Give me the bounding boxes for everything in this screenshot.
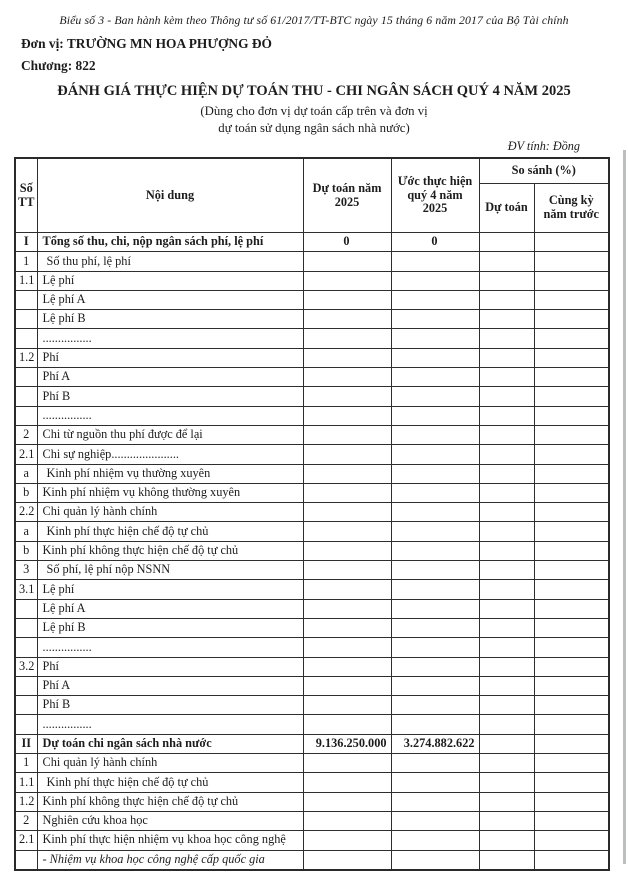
table-row xyxy=(15,773,609,792)
row-label-cell: ................ xyxy=(37,406,303,425)
so-sanh-du-toan-cell xyxy=(479,541,534,560)
so-sanh-du-toan-cell xyxy=(479,233,534,252)
du-toan-value-cell xyxy=(303,406,391,425)
col-header-so-sanh-cung-ky: Cùng kỳ năm trước xyxy=(534,184,609,233)
row-number-cell xyxy=(15,696,37,715)
so-sanh-cung-ky-cell xyxy=(534,638,609,657)
du-toan-value-cell xyxy=(303,464,391,483)
table-row xyxy=(15,580,609,599)
so-sanh-cung-ky-cell xyxy=(534,580,609,599)
table-row xyxy=(15,599,609,618)
du-toan-value-cell xyxy=(303,792,391,811)
table-row xyxy=(15,425,609,444)
uoc-thuc-hien-value-cell xyxy=(391,792,479,811)
du-toan-value-cell xyxy=(303,754,391,773)
so-sanh-cung-ky-cell xyxy=(534,368,609,387)
du-toan-value-cell xyxy=(303,811,391,830)
row-label-cell: Chi sự nghiệp...................... xyxy=(37,445,303,464)
row-label-cell: Số thu phí, lệ phí xyxy=(37,252,303,271)
page-title: ĐÁNH GIÁ THỰC HIỆN DỰ TOÁN THU - CHI NGÂN SÁCH QUÝ 4 NĂM 2025 xyxy=(57,83,571,99)
du-toan-value-cell xyxy=(303,618,391,637)
table-row xyxy=(15,329,609,348)
row-number-cell: b xyxy=(15,541,37,560)
uoc-thuc-hien-value-cell xyxy=(391,483,479,502)
row-label-cell: Lệ phí xyxy=(37,580,303,599)
row-label-cell: Kinh phí không thực hiện chế độ tự chủ xyxy=(37,541,303,560)
du-toan-value-cell xyxy=(303,580,391,599)
row-label-cell: Kinh phí thực hiện chế độ tự chủ xyxy=(37,522,303,541)
row-label-cell: Chi quản lý hành chính xyxy=(37,754,303,773)
row-label-cell: ................ xyxy=(37,715,303,734)
row-number-cell: 1 xyxy=(15,754,37,773)
uoc-thuc-hien-value-cell xyxy=(391,773,479,792)
row-number-cell: 2 xyxy=(15,811,37,830)
row-number-cell xyxy=(15,638,37,657)
so-sanh-cung-ky-cell xyxy=(534,271,609,290)
du-toan-value-cell xyxy=(303,676,391,695)
uoc-thuc-hien-value-cell xyxy=(391,754,479,773)
row-number-cell: 2.1 xyxy=(15,831,37,850)
table-row xyxy=(15,541,609,560)
row-label-cell: - Nhiệm vụ khoa học công nghệ cấp quốc gia xyxy=(37,850,303,870)
du-toan-value-cell xyxy=(303,445,391,464)
uoc-thuc-hien-value-cell xyxy=(391,580,479,599)
uoc-thuc-hien-value-cell xyxy=(391,561,479,580)
row-label-cell: Lệ phí xyxy=(37,271,303,290)
so-sanh-cung-ky-cell xyxy=(534,406,609,425)
table-row xyxy=(15,696,609,715)
so-sanh-du-toan-cell xyxy=(479,387,534,406)
row-label-cell: Lệ phí A xyxy=(37,599,303,618)
row-label-cell: Kinh phí nhiệm vụ thường xuyên xyxy=(37,464,303,483)
du-toan-value-cell xyxy=(303,310,391,329)
row-label-cell: Phí B xyxy=(37,696,303,715)
row-number-cell xyxy=(15,850,37,870)
uoc-thuc-hien-value-cell xyxy=(391,696,479,715)
budget-table xyxy=(14,157,610,871)
subtitle-line-2: dự toán sử dụng ngân sách nhà nước) xyxy=(218,121,410,135)
du-toan-value-cell xyxy=(303,348,391,367)
so-sanh-du-toan-cell xyxy=(479,348,534,367)
table-row xyxy=(15,464,609,483)
row-label-cell: Phí A xyxy=(37,676,303,695)
uoc-thuc-hien-value-cell xyxy=(391,715,479,734)
so-sanh-du-toan-cell xyxy=(479,618,534,637)
du-toan-value-cell xyxy=(303,503,391,522)
row-number-cell xyxy=(15,676,37,695)
row-number-cell: a xyxy=(15,522,37,541)
so-sanh-du-toan-cell xyxy=(479,483,534,502)
col-header-uoc-thuc-hien: Ước thực hiện quý 4 năm 2025 xyxy=(391,158,479,233)
row-label-cell: Số phí, lệ phí nộp NSNN xyxy=(37,561,303,580)
row-number-cell xyxy=(15,387,37,406)
row-label-cell: Kinh phí thực hiện nhiệm vụ khoa học công nghệ xyxy=(37,831,303,850)
row-label-cell: Phí B xyxy=(37,387,303,406)
so-sanh-du-toan-cell xyxy=(479,503,534,522)
table-row xyxy=(15,503,609,522)
row-label-cell: Chi quản lý hành chính xyxy=(37,503,303,522)
row-number-cell xyxy=(15,290,37,309)
row-label-cell: Kinh phí thực hiện chế độ tự chủ xyxy=(37,773,303,792)
so-sanh-du-toan-cell xyxy=(479,464,534,483)
uoc-thuc-hien-value-cell xyxy=(391,850,479,870)
table-row xyxy=(15,387,609,406)
so-sanh-du-toan-cell xyxy=(479,271,534,290)
row-label-cell: Lệ phí B xyxy=(37,310,303,329)
so-sanh-du-toan-cell xyxy=(479,406,534,425)
table-row xyxy=(15,734,609,753)
col-header-so-sanh: So sánh (%) xyxy=(479,158,609,184)
row-number-cell: 2 xyxy=(15,425,37,444)
row-number-cell: 1.2 xyxy=(15,792,37,811)
uoc-thuc-hien-value-cell: 3.274.882.622 xyxy=(391,734,479,753)
so-sanh-cung-ky-cell xyxy=(534,445,609,464)
row-label-cell: Phí xyxy=(37,348,303,367)
table-row xyxy=(15,754,609,773)
so-sanh-du-toan-cell xyxy=(479,329,534,348)
row-label-cell: Lệ phí B xyxy=(37,618,303,637)
du-toan-value-cell xyxy=(303,329,391,348)
row-label-cell: Lệ phí A xyxy=(37,290,303,309)
row-number-cell: 2.1 xyxy=(15,445,37,464)
uoc-thuc-hien-value-cell xyxy=(391,425,479,444)
so-sanh-du-toan-cell xyxy=(479,773,534,792)
row-number-cell: 1.2 xyxy=(15,348,37,367)
so-sanh-du-toan-cell xyxy=(479,310,534,329)
uoc-thuc-hien-value-cell xyxy=(391,503,479,522)
table-row xyxy=(15,522,609,541)
so-sanh-cung-ky-cell xyxy=(534,503,609,522)
so-sanh-cung-ky-cell xyxy=(534,561,609,580)
uoc-thuc-hien-value-cell: 0 xyxy=(391,233,479,252)
so-sanh-cung-ky-cell xyxy=(534,811,609,830)
table-body xyxy=(15,233,609,870)
currency-unit-note: ĐV tính: Đồng xyxy=(507,139,580,153)
so-sanh-cung-ky-cell xyxy=(534,348,609,367)
so-sanh-cung-ky-cell xyxy=(534,425,609,444)
so-sanh-du-toan-cell xyxy=(479,754,534,773)
row-number-cell: 3.1 xyxy=(15,580,37,599)
so-sanh-du-toan-cell xyxy=(479,638,534,657)
table-row xyxy=(15,252,609,271)
uoc-thuc-hien-value-cell xyxy=(391,811,479,830)
table-row xyxy=(15,290,609,309)
so-sanh-cung-ky-cell xyxy=(534,329,609,348)
so-sanh-du-toan-cell xyxy=(479,368,534,387)
scan-edge-artifact xyxy=(623,150,626,864)
so-sanh-cung-ky-cell xyxy=(534,734,609,753)
row-number-cell: 2.2 xyxy=(15,503,37,522)
row-label-cell: Dự toán chi ngân sách nhà nước xyxy=(37,734,303,753)
row-number-cell: I xyxy=(15,233,37,252)
du-toan-value-cell xyxy=(303,387,391,406)
row-label-cell: Chi từ nguồn thu phí được để lại xyxy=(37,425,303,444)
table-row xyxy=(15,406,609,425)
col-header-noi-dung: Nội dung xyxy=(37,158,303,233)
uoc-thuc-hien-value-cell xyxy=(391,831,479,850)
row-number-cell xyxy=(15,329,37,348)
du-toan-value-cell xyxy=(303,696,391,715)
so-sanh-du-toan-cell xyxy=(479,734,534,753)
du-toan-value-cell xyxy=(303,773,391,792)
table-row xyxy=(15,715,609,734)
table-row xyxy=(15,310,609,329)
row-number-cell xyxy=(15,310,37,329)
du-toan-value-cell xyxy=(303,541,391,560)
so-sanh-du-toan-cell xyxy=(479,580,534,599)
so-sanh-cung-ky-cell xyxy=(534,792,609,811)
row-label-cell: Kinh phí nhiệm vụ không thường xuyên xyxy=(37,483,303,502)
so-sanh-cung-ky-cell xyxy=(534,252,609,271)
so-sanh-du-toan-cell xyxy=(479,811,534,830)
uoc-thuc-hien-value-cell xyxy=(391,252,479,271)
so-sanh-du-toan-cell xyxy=(479,792,534,811)
table-row xyxy=(15,831,609,850)
du-toan-value-cell xyxy=(303,425,391,444)
row-number-cell: 3.2 xyxy=(15,657,37,676)
du-toan-value-cell xyxy=(303,522,391,541)
uoc-thuc-hien-value-cell xyxy=(391,464,479,483)
so-sanh-du-toan-cell xyxy=(479,425,534,444)
so-sanh-cung-ky-cell xyxy=(534,676,609,695)
table-row xyxy=(15,676,609,695)
row-number-cell xyxy=(15,599,37,618)
uoc-thuc-hien-value-cell xyxy=(391,618,479,637)
du-toan-value-cell xyxy=(303,850,391,870)
so-sanh-du-toan-cell xyxy=(479,252,534,271)
row-label-cell: Nghiên cứu khoa học xyxy=(37,811,303,830)
so-sanh-cung-ky-cell xyxy=(534,696,609,715)
table-row xyxy=(15,368,609,387)
row-label-cell: Phí xyxy=(37,657,303,676)
du-toan-value-cell xyxy=(303,657,391,676)
row-number-cell: 1.1 xyxy=(15,271,37,290)
uoc-thuc-hien-value-cell xyxy=(391,657,479,676)
so-sanh-cung-ky-cell xyxy=(534,657,609,676)
unit-name: Đơn vị: TRƯỜNG MN HOA PHƯỢNG ĐỎ xyxy=(21,36,272,51)
table-row xyxy=(15,445,609,464)
table-header xyxy=(15,158,609,233)
so-sanh-cung-ky-cell xyxy=(534,773,609,792)
table-row xyxy=(15,271,609,290)
du-toan-value-cell xyxy=(303,599,391,618)
so-sanh-cung-ky-cell xyxy=(534,754,609,773)
so-sanh-cung-ky-cell xyxy=(534,850,609,870)
table-row xyxy=(15,811,609,830)
du-toan-value-cell xyxy=(303,368,391,387)
table-row xyxy=(15,850,609,870)
du-toan-value-cell xyxy=(303,252,391,271)
table-row xyxy=(15,638,609,657)
uoc-thuc-hien-value-cell xyxy=(391,310,479,329)
row-number-cell: 1.1 xyxy=(15,773,37,792)
so-sanh-du-toan-cell xyxy=(479,676,534,695)
uoc-thuc-hien-value-cell xyxy=(391,676,479,695)
so-sanh-du-toan-cell xyxy=(479,522,534,541)
so-sanh-du-toan-cell xyxy=(479,599,534,618)
du-toan-value-cell xyxy=(303,271,391,290)
row-number-cell: II xyxy=(15,734,37,753)
so-sanh-du-toan-cell xyxy=(479,657,534,676)
so-sanh-cung-ky-cell xyxy=(534,831,609,850)
du-toan-value-cell xyxy=(303,290,391,309)
so-sanh-cung-ky-cell xyxy=(534,233,609,252)
row-number-cell xyxy=(15,368,37,387)
du-toan-value-cell xyxy=(303,831,391,850)
so-sanh-du-toan-cell xyxy=(479,290,534,309)
so-sanh-du-toan-cell xyxy=(479,715,534,734)
so-sanh-du-toan-cell xyxy=(479,696,534,715)
table-row xyxy=(15,657,609,676)
row-label-cell: Tổng số thu, chi, nộp ngân sách phí, lệ phí xyxy=(37,233,303,252)
row-number-cell xyxy=(15,618,37,637)
uoc-thuc-hien-value-cell xyxy=(391,329,479,348)
row-number-cell xyxy=(15,715,37,734)
col-header-du-toan-nam: Dự toán năm 2025 xyxy=(303,158,391,233)
so-sanh-cung-ky-cell xyxy=(534,290,609,309)
row-number-cell: a xyxy=(15,464,37,483)
so-sanh-cung-ky-cell xyxy=(534,464,609,483)
row-number-cell: b xyxy=(15,483,37,502)
uoc-thuc-hien-value-cell xyxy=(391,368,479,387)
table-row xyxy=(15,348,609,367)
so-sanh-cung-ky-cell xyxy=(534,310,609,329)
du-toan-value-cell: 9.136.250.000 xyxy=(303,734,391,753)
so-sanh-du-toan-cell xyxy=(479,445,534,464)
uoc-thuc-hien-value-cell xyxy=(391,445,479,464)
so-sanh-cung-ky-cell xyxy=(534,715,609,734)
so-sanh-du-toan-cell xyxy=(479,831,534,850)
row-number-cell: 1 xyxy=(15,252,37,271)
so-sanh-cung-ky-cell xyxy=(534,483,609,502)
du-toan-value-cell xyxy=(303,483,391,502)
table-row xyxy=(15,792,609,811)
col-header-stt: Số TT xyxy=(15,158,37,233)
row-label-cell: Kinh phí không thực hiện chế độ tự chủ xyxy=(37,792,303,811)
uoc-thuc-hien-value-cell xyxy=(391,599,479,618)
uoc-thuc-hien-value-cell xyxy=(391,290,479,309)
uoc-thuc-hien-value-cell xyxy=(391,348,479,367)
row-number-cell xyxy=(15,406,37,425)
du-toan-value-cell xyxy=(303,638,391,657)
chapter-number: Chương: 822 xyxy=(21,58,96,73)
du-toan-value-cell xyxy=(303,715,391,734)
uoc-thuc-hien-value-cell xyxy=(391,522,479,541)
table-row xyxy=(15,561,609,580)
uoc-thuc-hien-value-cell xyxy=(391,541,479,560)
table-row xyxy=(15,483,609,502)
uoc-thuc-hien-value-cell xyxy=(391,387,479,406)
row-number-cell: 3 xyxy=(15,561,37,580)
row-label-cell: Phí A xyxy=(37,368,303,387)
so-sanh-cung-ky-cell xyxy=(534,541,609,560)
table-row xyxy=(15,618,609,637)
row-label-cell: ................ xyxy=(37,638,303,657)
so-sanh-du-toan-cell xyxy=(479,850,534,870)
so-sanh-cung-ky-cell xyxy=(534,522,609,541)
uoc-thuc-hien-value-cell xyxy=(391,638,479,657)
uoc-thuc-hien-value-cell xyxy=(391,406,479,425)
du-toan-value-cell: 0 xyxy=(303,233,391,252)
so-sanh-du-toan-cell xyxy=(479,561,534,580)
subtitle-line-1: (Dùng cho đơn vị dự toán cấp trên và đơn vị xyxy=(200,104,428,118)
row-label-cell: ................ xyxy=(37,329,303,348)
table-row xyxy=(15,233,609,252)
uoc-thuc-hien-value-cell xyxy=(391,271,479,290)
col-header-so-sanh-du-toan: Dự toán xyxy=(479,184,534,233)
du-toan-value-cell xyxy=(303,561,391,580)
so-sanh-cung-ky-cell xyxy=(534,387,609,406)
form-reference-note: Biểu số 3 - Ban hành kèm theo Thông tư số 61/2017/TT-BTC ngày 15 tháng 6 năm 2017 của Bộ Tài chính xyxy=(59,13,569,27)
so-sanh-cung-ky-cell xyxy=(534,618,609,637)
so-sanh-cung-ky-cell xyxy=(534,599,609,618)
